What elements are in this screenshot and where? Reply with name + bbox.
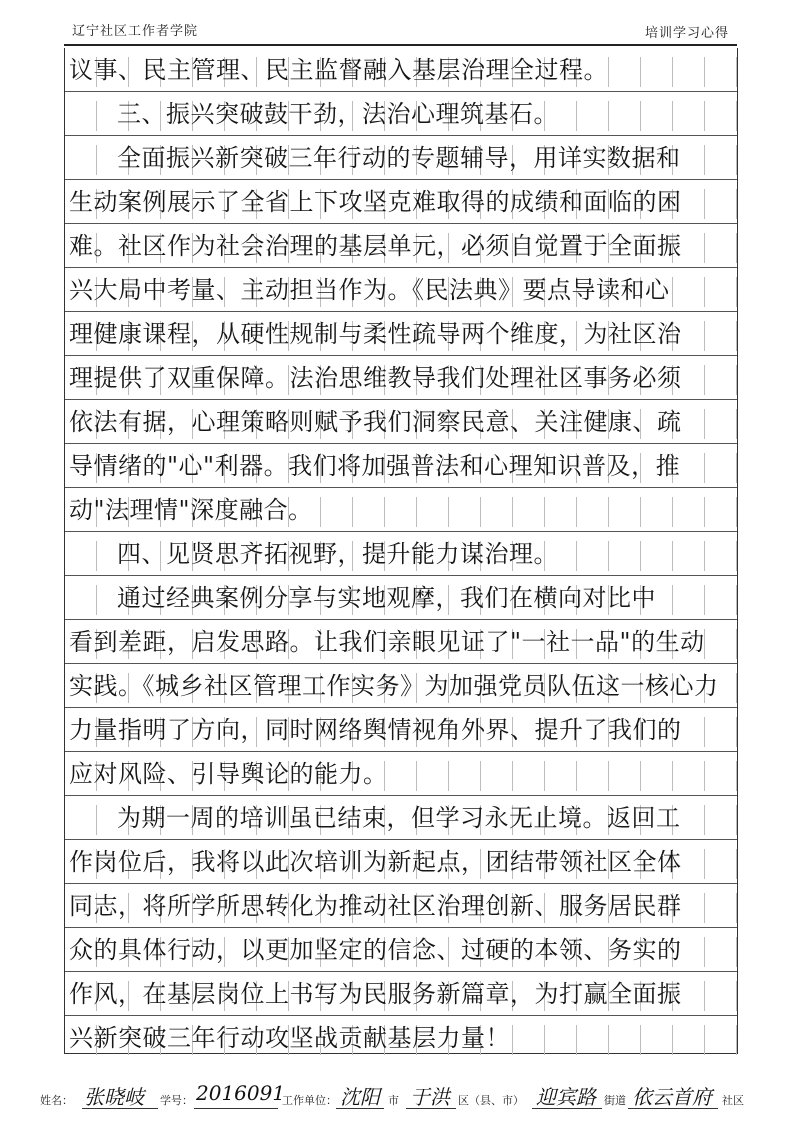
district-value: 于洪 (410, 1085, 450, 1109)
street-value: 迎宾路 (536, 1085, 596, 1109)
street-label: 街道 (604, 1094, 626, 1107)
writing-line (65, 180, 737, 224)
writing-line (65, 268, 737, 312)
school-name: 辽宁社区工作者学院 (72, 24, 199, 39)
district-label: 区（县、市） (458, 1094, 524, 1107)
writing-line (65, 1016, 737, 1060)
writing-line (65, 136, 737, 180)
student-name: 张晓岐 (84, 1085, 144, 1109)
name-underline (82, 1108, 158, 1109)
writing-line (65, 532, 737, 576)
writing-line (65, 884, 737, 928)
community-underline (628, 1108, 718, 1109)
student-id-label: 学号： (160, 1094, 193, 1107)
line-text: 通过经典案例分享与实地观摩，我们在横向对比中 (117, 584, 656, 612)
street-underline (532, 1108, 602, 1109)
name-label: 姓名： (40, 1094, 73, 1107)
line-text: 应对风险、引导舆论的能力。 (69, 760, 388, 788)
writing-line (65, 400, 737, 444)
page-header (0, 0, 799, 46)
line-text: 议事、民主管理、民主监督融入基层治理全过程。 (69, 56, 608, 84)
writing-line (65, 620, 737, 664)
line-text: 导情绪的"心"利器。我们将加强普法和心理知识普及，推 (69, 452, 681, 480)
city-value: 沈阳 (340, 1085, 380, 1109)
district-underline (406, 1108, 456, 1109)
line-text: 三、振兴突破鼓干劲，法治心理筑基石。 (117, 100, 558, 128)
community-value: 依云首府 (632, 1085, 712, 1109)
line-text: 生动案例展示了全省上下攻坚克难取得的成绩和面临的困 (69, 188, 682, 216)
line-text: 力量指明了方向，同时网络舆情视角外界、提升了我们的 (69, 716, 682, 744)
writing-line (65, 972, 737, 1016)
writing-line (65, 840, 737, 884)
writing-line (65, 48, 737, 92)
writing-line (65, 928, 737, 972)
writing-line (65, 664, 737, 708)
writing-line (65, 708, 737, 752)
id-underline (194, 1108, 278, 1109)
line-text: 实践。《城乡社区管理工作实务》为加强党员队伍这一核心力 (69, 672, 719, 700)
writing-line (65, 92, 737, 136)
line-text: 众的具体行动，以更加坚定的信念、过硬的本领、务实的 (69, 936, 682, 964)
line-text: 为期一周的培训虽已结束，但学习永无止境。返回工 (117, 804, 681, 832)
student-info-footer (40, 1080, 760, 1116)
line-text: 理提供了双重保障。法治思维教导我们处理社区事务必须 (69, 364, 682, 392)
line-text: 作岗位后，我将以此次培训为新起点，团结带领社区全体 (69, 848, 682, 876)
writing-line (65, 752, 737, 796)
writing-line (65, 488, 737, 532)
line-text: 理健康课程，从硬性规制与柔性疏导两个维度，为社区治 (69, 320, 682, 348)
line-text: 动"法理情"深度融合。 (69, 496, 313, 524)
writing-line (65, 312, 737, 356)
work-unit-label: 工作单位： (282, 1094, 337, 1107)
city-label: 市 (388, 1094, 399, 1107)
line-text: 作风，在基层岗位上书写为民服务新篇章，为打赢全面振 (69, 980, 682, 1008)
line-text: 看到差距，启发思路。让我们亲眼见证了"一社一品"的生动 (69, 628, 705, 656)
writing-line (65, 444, 737, 488)
community-label: 社区 (722, 1094, 744, 1107)
line-text: 兴新突破三年行动攻坚战贡献基层力量！ (69, 1024, 510, 1052)
writing-line (65, 796, 737, 840)
line-text: 同志，将所学所思转化为推动社区治理创新、服务居民群 (69, 892, 682, 920)
document-type: 培训学习心得 (644, 26, 729, 41)
writing-line (65, 576, 737, 620)
student-id: 2016091 (196, 1081, 286, 1105)
line-text: 四、见贤思齐拓视野，提升能力谋治理。 (117, 540, 558, 568)
writing-line (65, 224, 737, 268)
line-text: 全面振兴新突破三年行动的专题辅导，用详实数据和 (117, 144, 681, 172)
line-text: 依法有据，心理策略则赋予我们洞察民意、关注健康、疏 (69, 408, 682, 436)
line-text: 兴大局中考量、主动担当作为。《民法典》要点导读和心 (69, 276, 670, 304)
lined-writing-sheet (64, 48, 738, 1054)
line-text: 难。社区作为社会治理的基层单元，必须自觉置于全面振 (69, 232, 682, 260)
city-underline (336, 1108, 384, 1109)
writing-line (65, 356, 737, 400)
header-rule (64, 44, 737, 46)
